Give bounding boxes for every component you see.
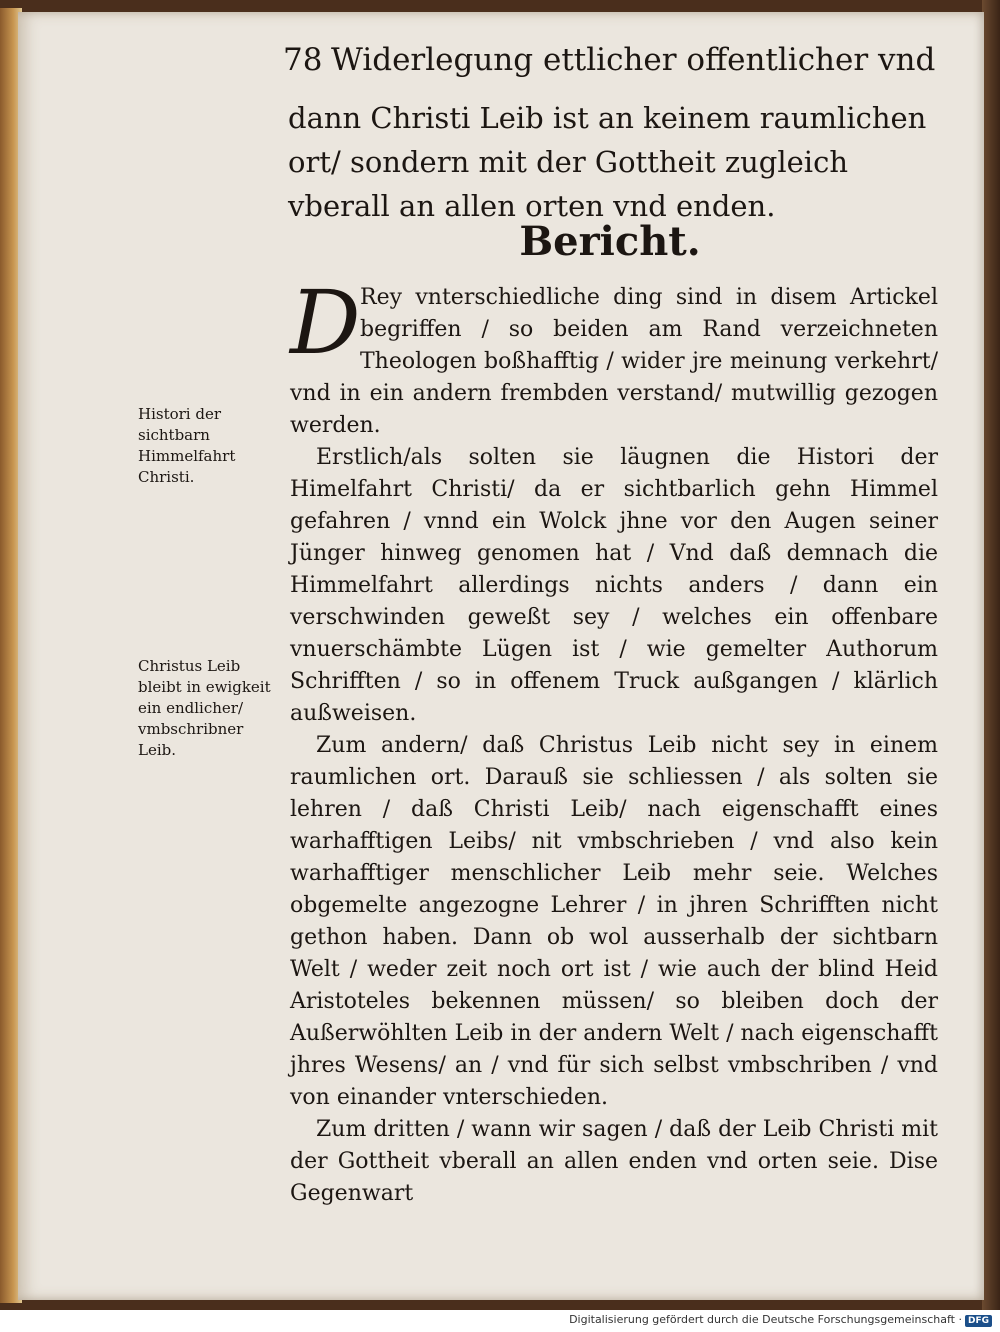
running-header [283,42,936,78]
dfg-logo: DFG [965,1315,992,1327]
page-number: 78 [283,42,323,78]
digitization-footer [569,1313,992,1327]
paragraph-1-text: Rey vnterschiedliche ding sind in disem Artickel begriffen / so beiden am Rand verzeichneten Theologen boßhafftig / wider jre meinung verkehrt/ vnd in ein andern frembden verstand/ mutwillig gezogen werden. [290,285,938,438]
lead-text: dann Christi Leib ist an keinem raumlichen ort/ sondern mit der Gottheit zugleich vberall an allen orten vnd enden. [288,101,927,223]
running-title: Widerlegung ettlicher offentlicher vnd [331,42,936,78]
margin-note-1: Histori der sichtbarn Himmelfahrt Christi. [138,405,236,486]
paragraph-2: Erstlich/als solten sie läugnen die Histori der Himelfahrt Christi/ da er sichtbarlich gehn Himmel gefahren / vnnd ein Wolck jhne vor den Augen seiner Jünger hinweg genomen hat / Vnd daß demnach die Himmelfahrt allerdings nichts anders / dann ein verschwinden geweßt sey / welches ein offenbare vnuerschämbte Lügen ist / wie gemelter Authorum Schrifften / so in offenem Truck außgangen / klärlich außweisen. [290,445,938,726]
paragraph-3: Zum andern/ daß Christus Leib nicht sey in einem raumlichen ort. Darauß sie schliessen / als solten sie lehren / daß Christi Leib/ nach eigenschafft eines warhafftigen Leibs/ nit vmbschrieben / vnd also kein warhafftiger menschlicher Leib mehr seie. Welches obgemelte angezogne Lehrer / in jhren Schrifften nicht gethon haben. Dann ob wol ausserhalb der sichtbarn Welt / weder zeit noch ort ist / wie auch der blind Heid Aristoteles bekennen müssen/ so bleiben doch der Außerwöhlten Leib in der andern Welt / nach eigenschafft jhres Wesens/ an / vnd für sich selbst vmbschriben / vnd von einander vnterschieden. [290,733,938,1110]
book-edge-right [982,0,1000,1310]
drop-cap: D [290,271,361,374]
section-heading: Bericht. [519,218,701,265]
margin-note-2: Christus Leib bleibt in ewigkeit ein endlicher/ vmbschribner Leib. [138,657,271,759]
paragraph-4: Zum dritten / wann wir sagen / daß der Leib Christi mit der Gottheit vberall an allen enden vnd orten seie. Dise Gegenwart [290,1117,938,1206]
footer-credit: Digitalisierung gefördert durch die Deutsche Forschungsgemeinschaft · [569,1313,962,1326]
paragraph-1 [290,271,938,442]
body-text [290,271,938,1210]
